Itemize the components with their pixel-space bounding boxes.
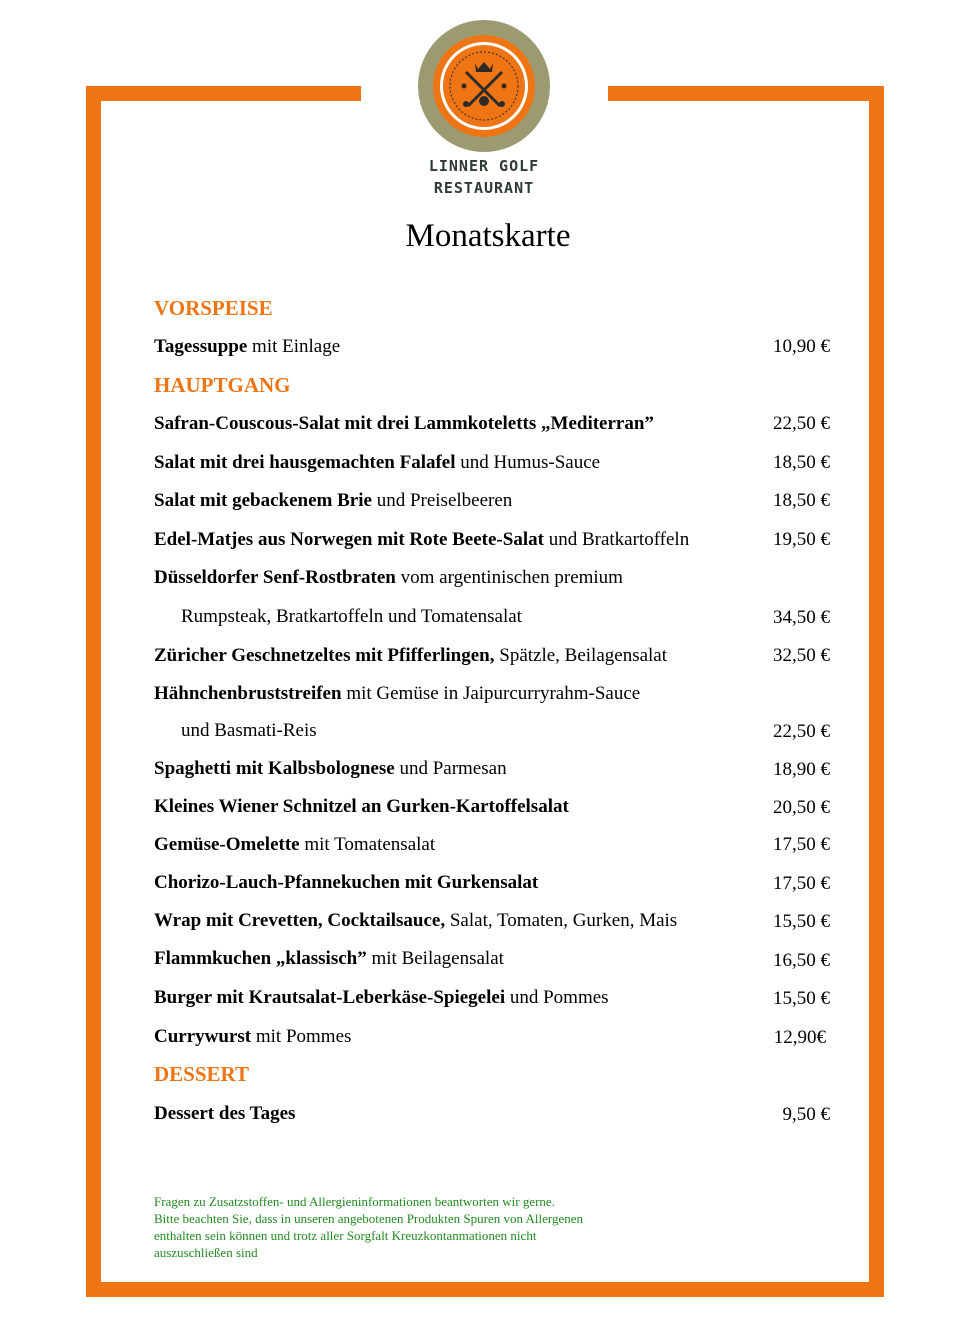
menu-item-price: 34,50 € [773,607,830,628]
menu-item-price: 9,50 € [782,1104,830,1125]
frame-top-right [608,86,884,101]
menu-item-description: und Pommes [505,987,609,1008]
menu-item-name: Hähnchenbruststreifen [154,683,342,704]
menu-item-continuation [181,720,317,742]
menu-item [154,987,609,1009]
menu-item-name: Dessert des Tages [154,1103,296,1124]
menu-item-description: mit Tomatensalat [299,834,436,855]
frame-bottom [86,1282,884,1297]
menu-item-price: 10,90 € [773,336,830,357]
menu-item-description: mit Pommes [251,1026,352,1047]
menu-item-name: Tagessuppe [154,336,248,357]
menu-item-price: 18,50 € [773,452,830,473]
brand-name-line1: LINNER GOLF [428,157,540,175]
menu-item-name: Wrap mit Crevetten, Cocktailsauce, [154,910,446,931]
frame-top-left [86,86,361,101]
brand-name-line2: RESTAURANT [433,179,535,197]
menu-item-price: 22,50 € [773,721,830,742]
menu-item-name: Züricher Geschnetzeltes mit Pfifferlingen, [154,645,495,666]
menu-item [154,413,654,435]
menu-item-price: 15,50 € [773,988,830,1009]
menu-item-name: Spaghetti mit Kalbsbolognese [154,758,395,779]
allergen-note-line: enthalten sein können und trotz aller Sorgfalt Kreuzkontanmationen nicht [154,1228,537,1243]
menu-item-name: Salat mit drei hausgemachten Falafel [154,452,456,473]
menu-item-description: Spätzle, Beilagensalat [494,645,668,666]
menu-item [154,1103,295,1125]
menu-item [154,645,667,667]
menu-item-description: und Bratkartoffeln [543,529,690,550]
menu-item [154,834,435,856]
section-heading-dessert: DESSERT [154,1062,249,1086]
menu-item-name: Safran-Couscous-Salat mit drei Lammkoteletts „Mediterran” [154,413,654,434]
menu-item [154,529,689,551]
menu-item-price: 32,50 € [773,645,830,666]
page-title: Monatskarte [405,218,571,254]
menu-item-continuation [181,606,522,628]
menu-item-description: und Preiselbeeren [371,490,513,511]
menu-item [154,490,512,512]
allergen-note [154,1193,714,1261]
section-heading-hauptgang: HAUPTGANG [154,373,291,397]
menu-item-name: Kleines Wiener Schnitzel an Gurken-Kartoffelsalat [154,796,569,817]
frame-left [86,86,101,1297]
menu-item-description: mit Einlage [247,336,341,357]
menu-item [154,910,677,932]
allergen-note-line: auszuschließen sind [154,1245,258,1260]
menu-item-price: 22,50 € [773,413,830,434]
menu-item [154,796,569,818]
menu-item-price: 17,50 € [773,873,830,894]
section-heading-vorspeise: VORSPEISE [154,296,273,320]
menu-item-description: und Humus-Sauce [455,452,601,473]
menu-item [154,1026,351,1048]
menu-item-price: 17,50 € [773,834,830,855]
frame-right [869,86,884,1297]
menu-item-name: Currywurst [154,1026,252,1047]
menu-item-name: Chorizo-Lauch-Pfannekuchen mit Gurkensalat [154,872,539,893]
menu-item-name: Burger mit Krautsalat-Leberkäse-Spiegelei [154,987,506,1008]
menu-item-price: 12,90€ [773,1027,826,1048]
menu-item-name: Salat mit gebackenem Brie [154,490,372,511]
menu-item-price: 15,50 € [773,911,830,932]
menu-item [154,683,640,705]
menu-item-description: und Basmati-Reis [181,720,317,741]
menu-item-description: mit Beilagensalat [366,948,504,969]
menu-item-price: 18,50 € [773,490,830,511]
menu-item [154,948,504,970]
golf-logo-icon [418,20,550,152]
menu-item-description: vom argentinischen premium [395,567,623,588]
menu-item-name: Flammkuchen „klassisch” [154,948,367,969]
menu-item [154,452,600,474]
menu-item-price: 19,50 € [773,529,830,550]
menu-item [154,872,538,894]
menu-item-name: Düsseldorfer Senf-Rostbraten [154,567,396,588]
menu-item [154,758,507,780]
menu-item-price: 20,50 € [773,797,830,818]
menu-item [154,567,623,589]
menu-item-name: Gemüse-Omelette [154,834,300,855]
allergen-note-line: Fragen zu Zusatzstoffen- und Allergieninformationen beantworten wir gerne. [154,1194,555,1209]
allergen-note-line: Bitte beachten Sie, dass in unseren angebotenen Produkten Spuren von Allergenen [154,1211,584,1226]
menu-item-name: Edel-Matjes aus Norwegen mit Rote Beete-Salat [154,529,544,550]
menu-item-description: Rumpsteak, Bratkartoffeln und Tomatensalat [181,606,522,627]
menu-item-description: und Parmesan [394,758,507,779]
menu-item-description: mit Gemüse in Jaipurcurryrahm-Sauce [341,683,641,704]
menu-item-price: 18,90 € [773,759,830,780]
menu-item-description: Salat, Tomaten, Gurken, Mais [445,910,678,931]
menu-item-price: 16,50 € [773,950,830,971]
menu-item [154,336,340,358]
